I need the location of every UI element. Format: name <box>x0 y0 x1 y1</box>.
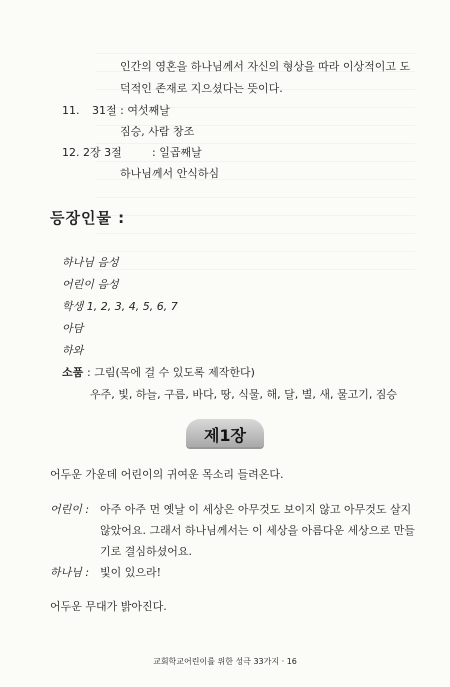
speaker-child: 어린이 : <box>50 503 90 516</box>
character-item: 하와 <box>62 344 84 357</box>
props-text: : 그림(목에 걸 수 있도록 제작한다) <box>87 366 255 379</box>
chapter-title: 제1장 <box>203 426 247 445</box>
verse-12-detail: 하나님께서 안식하심 <box>120 167 220 180</box>
props-list: 우주, 빛, 하늘, 구름, 바다, 땅, 식물, 해, 달, 별, 새, 물고기, 짐승 <box>90 388 398 401</box>
verse-11-ref: 31절 : 여섯째날 <box>92 104 170 117</box>
verse-11-detail: 짐승, 사람 창조 <box>120 125 195 138</box>
character-item: 어린이 음성 <box>62 278 119 291</box>
stage-direction-2: 어두운 무대가 밝아진다. <box>50 600 167 613</box>
chapter-banner <box>186 419 264 447</box>
god-dialogue: 빛이 있으라! <box>100 566 162 579</box>
verse-11-number: 11. <box>62 104 80 117</box>
verse-12-ref: : 일곱째날 <box>152 146 202 159</box>
page-footer: 교회학교어린이를 위한 성극 33가지 · 16 <box>153 657 297 666</box>
props-label: 소품 <box>62 366 84 379</box>
intro-line-2: 덕적인 존재로 지으셨다는 뜻이다. <box>120 82 283 95</box>
character-item: 학생 1, 2, 3, 4, 5, 6, 7 <box>62 300 178 313</box>
stage-direction-1: 어두운 가운데 어린이의 귀여운 목소리 들려온다. <box>50 468 284 481</box>
child-dialogue-2: 않았어요. 그래서 하나님께서는 이 세상을 아름다운 세상으로 만들 <box>100 524 415 537</box>
child-dialogue-3: 기로 결심하셨어요. <box>100 545 193 558</box>
character-item: 하나님 음성 <box>62 256 119 269</box>
child-dialogue-1: 아주 아주 먼 옛날 이 세상은 아무것도 보이지 않고 아무것도 살지 <box>100 503 412 516</box>
verse-12-number: 12. 2장 3절 <box>62 146 122 159</box>
show-through-background <box>95 40 415 270</box>
character-item: 아담 <box>62 322 84 335</box>
speaker-god: 하나님 : <box>50 566 90 579</box>
intro-line-1: 인간의 영혼을 하나님께서 자신의 형상을 따라 이상적이고 도 <box>120 60 411 73</box>
characters-heading: 등장인물 : <box>50 209 126 227</box>
